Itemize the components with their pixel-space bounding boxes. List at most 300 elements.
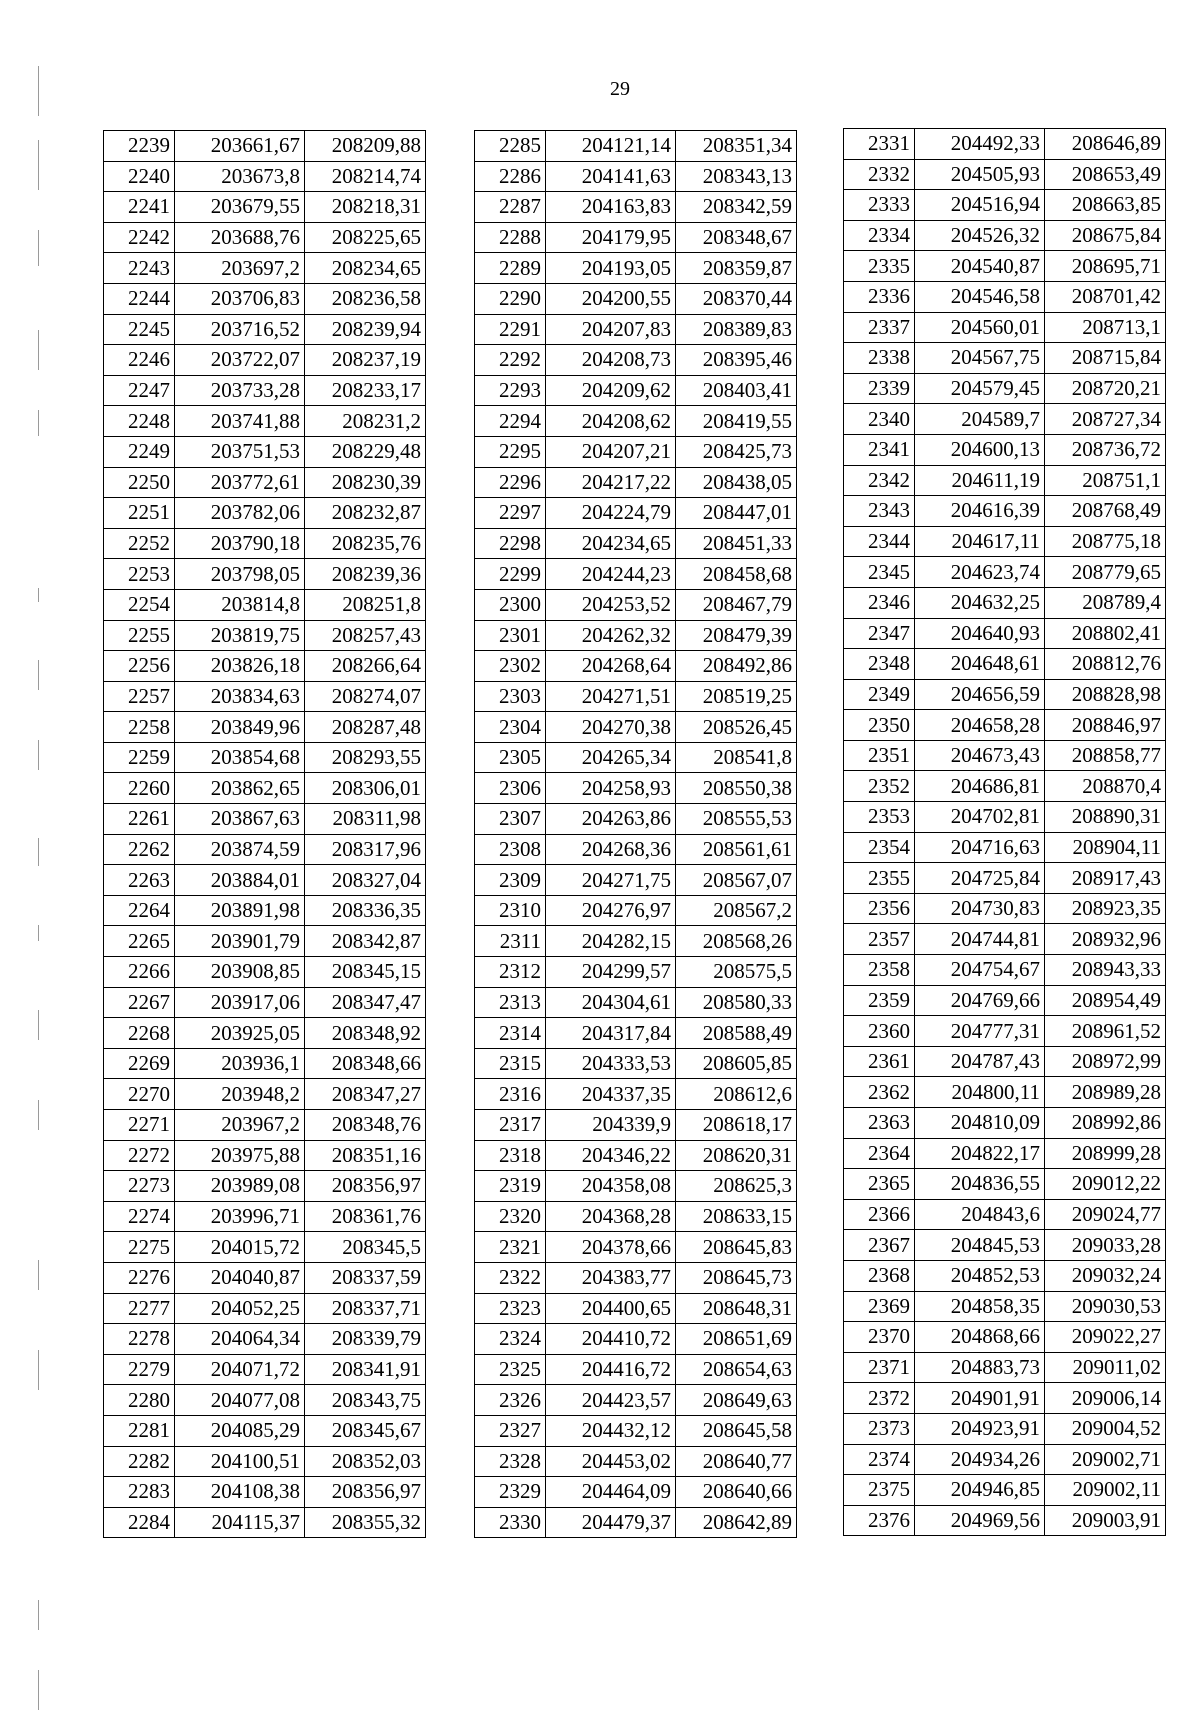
x-coordinate-cell: 204423,57 [546,1385,676,1416]
y-coordinate-cell: 208458,68 [676,559,797,590]
point-number-cell: 2251 [104,498,175,529]
table-row [844,1260,1166,1291]
x-coordinate-cell: 204052,25 [175,1293,305,1324]
x-coordinate-cell: 204858,35 [915,1291,1045,1322]
point-number-cell: 2267 [104,987,175,1018]
point-number-cell: 2362 [844,1077,915,1108]
point-number-cell: 2241 [104,192,175,223]
point-number-cell: 2244 [104,283,175,314]
y-coordinate-cell: 208257,43 [305,620,426,651]
x-coordinate-cell: 204015,72 [175,1232,305,1263]
table-row [104,804,426,835]
point-number-cell: 2300 [475,589,546,620]
table-row [475,1446,797,1477]
point-number-cell: 2292 [475,345,546,376]
point-number-cell: 2315 [475,1048,546,1079]
y-coordinate-cell: 208395,46 [676,345,797,376]
x-coordinate-cell: 203936,1 [175,1048,305,1079]
point-number-cell: 2360 [844,1016,915,1047]
x-coordinate-cell: 204276,97 [546,895,676,926]
table-row [104,1477,426,1508]
y-coordinate-cell: 208327,04 [305,865,426,896]
y-coordinate-cell: 208311,98 [305,804,426,835]
table-row [475,620,797,651]
binding-margin-mark [38,1010,39,1040]
table-row [104,773,426,804]
y-coordinate-cell: 208403,41 [676,375,797,406]
table-row [104,314,426,345]
y-coordinate-cell: 208989,28 [1045,1077,1166,1108]
point-number-cell: 2249 [104,436,175,467]
y-coordinate-cell: 208653,49 [1045,159,1166,190]
binding-margin-mark [38,66,39,116]
x-coordinate-cell: 203901,79 [175,926,305,957]
x-coordinate-cell: 204702,81 [915,802,1045,833]
y-coordinate-cell: 208932,96 [1045,924,1166,955]
table-row [844,1016,1166,1047]
table-row [104,1262,426,1293]
table-row [104,436,426,467]
point-number-cell: 2285 [475,131,546,162]
point-number-cell: 2283 [104,1477,175,1508]
y-coordinate-cell: 208356,97 [305,1477,426,1508]
x-coordinate-cell: 204656,59 [915,679,1045,710]
table-row [844,1383,1166,1414]
point-number-cell: 2261 [104,804,175,835]
y-coordinate-cell: 208961,52 [1045,1016,1166,1047]
table-row [104,528,426,559]
point-number-cell: 2333 [844,190,915,221]
point-number-cell: 2353 [844,802,915,833]
x-coordinate-cell: 204725,84 [915,863,1045,894]
y-coordinate-cell: 208999,28 [1045,1138,1166,1169]
point-number-cell: 2320 [475,1201,546,1232]
point-number-cell: 2254 [104,589,175,620]
table-row [475,1232,797,1263]
point-number-cell: 2263 [104,865,175,896]
table-row [844,1108,1166,1139]
point-number-cell: 2332 [844,159,915,190]
table-row [844,281,1166,312]
y-coordinate-cell: 208348,67 [676,222,797,253]
y-coordinate-cell: 209002,11 [1045,1475,1166,1506]
point-number-cell: 2250 [104,467,175,498]
table-row [844,679,1166,710]
x-coordinate-cell: 203741,88 [175,406,305,437]
point-number-cell: 2295 [475,436,546,467]
point-number-cell: 2314 [475,1018,546,1049]
point-number-cell: 2368 [844,1260,915,1291]
x-coordinate-cell: 203989,08 [175,1171,305,1202]
y-coordinate-cell: 208225,65 [305,222,426,253]
table-row [475,589,797,620]
binding-margin-mark [38,140,39,190]
table-row [475,1293,797,1324]
point-number-cell: 2346 [844,587,915,618]
table-row [475,131,797,162]
point-number-cell: 2271 [104,1110,175,1141]
y-coordinate-cell: 208802,41 [1045,618,1166,649]
point-number-cell: 2313 [475,987,546,1018]
x-coordinate-cell: 204268,36 [546,834,676,865]
x-coordinate-cell: 204271,51 [546,681,676,712]
x-coordinate-cell: 204744,81 [915,924,1045,955]
y-coordinate-cell: 208588,49 [676,1018,797,1049]
point-number-cell: 2319 [475,1171,546,1202]
point-number-cell: 2296 [475,467,546,498]
point-number-cell: 2247 [104,375,175,406]
y-coordinate-cell: 208561,61 [676,834,797,865]
point-number-cell: 2323 [475,1293,546,1324]
x-coordinate-cell: 204640,93 [915,618,1045,649]
y-coordinate-cell: 208342,59 [676,192,797,223]
x-coordinate-cell: 203673,8 [175,161,305,192]
table-row [844,190,1166,221]
binding-margin-mark [38,925,39,941]
binding-margin-mark [38,1350,39,1390]
point-number-cell: 2290 [475,283,546,314]
table-row [104,1232,426,1263]
point-number-cell: 2334 [844,220,915,251]
table-row [104,253,426,284]
table-row [475,1477,797,1508]
binding-margin-mark [38,588,39,602]
table-row [475,651,797,682]
point-number-cell: 2376 [844,1505,915,1536]
y-coordinate-cell: 208904,11 [1045,832,1166,863]
point-number-cell: 2340 [844,404,915,435]
y-coordinate-cell: 208317,96 [305,834,426,865]
x-coordinate-cell: 204383,77 [546,1262,676,1293]
x-coordinate-cell: 203790,18 [175,528,305,559]
point-number-cell: 2373 [844,1413,915,1444]
x-coordinate-cell: 203661,67 [175,131,305,162]
table-row [844,618,1166,649]
table-row [844,220,1166,251]
binding-margin-mark [38,410,39,436]
y-coordinate-cell: 208438,05 [676,467,797,498]
x-coordinate-cell: 204163,83 [546,192,676,223]
table-row [844,312,1166,343]
y-coordinate-cell: 208858,77 [1045,740,1166,771]
x-coordinate-cell: 203819,75 [175,620,305,651]
x-coordinate-cell: 203975,88 [175,1140,305,1171]
y-coordinate-cell: 208812,76 [1045,649,1166,680]
y-coordinate-cell: 208828,98 [1045,679,1166,710]
x-coordinate-cell: 204108,38 [175,1477,305,1508]
table-row [104,559,426,590]
point-number-cell: 2366 [844,1199,915,1230]
y-coordinate-cell: 208345,67 [305,1415,426,1446]
table-row [475,834,797,865]
table-row [475,1201,797,1232]
y-coordinate-cell: 208355,32 [305,1507,426,1538]
point-number-cell: 2303 [475,681,546,712]
x-coordinate-cell: 203849,96 [175,712,305,743]
y-coordinate-cell: 208713,1 [1045,312,1166,343]
table-body [475,131,797,1538]
point-number-cell: 2255 [104,620,175,651]
point-number-cell: 2356 [844,893,915,924]
point-number-cell: 2357 [844,924,915,955]
y-coordinate-cell: 209024,77 [1045,1199,1166,1230]
point-number-cell: 2253 [104,559,175,590]
point-number-cell: 2337 [844,312,915,343]
y-coordinate-cell: 208274,07 [305,681,426,712]
y-coordinate-cell: 208645,73 [676,1262,797,1293]
table-row [104,1171,426,1202]
point-number-cell: 2297 [475,498,546,529]
table-row [475,222,797,253]
x-coordinate-cell: 204969,56 [915,1505,1045,1536]
table-row [844,1444,1166,1475]
y-coordinate-cell: 209030,53 [1045,1291,1166,1322]
point-number-cell: 2321 [475,1232,546,1263]
y-coordinate-cell: 208451,33 [676,528,797,559]
x-coordinate-cell: 204686,81 [915,771,1045,802]
x-coordinate-cell: 204540,87 [915,251,1045,282]
point-number-cell: 2341 [844,434,915,465]
y-coordinate-cell: 208567,2 [676,895,797,926]
y-coordinate-cell: 208618,17 [676,1110,797,1141]
table-row [475,1507,797,1538]
x-coordinate-cell: 204378,66 [546,1232,676,1263]
y-coordinate-cell: 209022,27 [1045,1322,1166,1353]
y-coordinate-cell: 209002,71 [1045,1444,1166,1475]
table-row [844,159,1166,190]
x-coordinate-cell: 204464,09 [546,1477,676,1508]
point-number-cell: 2248 [104,406,175,437]
x-coordinate-cell: 204193,05 [546,253,676,284]
y-coordinate-cell: 208654,63 [676,1354,797,1385]
table-body [104,131,426,1538]
point-number-cell: 2260 [104,773,175,804]
point-number-cell: 2325 [475,1354,546,1385]
y-coordinate-cell: 208751,1 [1045,465,1166,496]
x-coordinate-cell: 204617,11 [915,526,1045,557]
x-coordinate-cell: 204209,62 [546,375,676,406]
y-coordinate-cell: 208775,18 [1045,526,1166,557]
table-row [104,926,426,957]
point-number-cell: 2258 [104,712,175,743]
point-number-cell: 2350 [844,710,915,741]
y-coordinate-cell: 208361,76 [305,1201,426,1232]
coordinates-table-1 [103,130,426,1538]
y-coordinate-cell: 208642,89 [676,1507,797,1538]
y-coordinate-cell: 208580,33 [676,987,797,1018]
y-coordinate-cell: 208237,19 [305,345,426,376]
x-coordinate-cell: 204299,57 [546,957,676,988]
y-coordinate-cell: 208251,8 [305,589,426,620]
point-number-cell: 2286 [475,161,546,192]
table-row [104,987,426,1018]
x-coordinate-cell: 204600,13 [915,434,1045,465]
x-coordinate-cell: 204769,66 [915,985,1045,1016]
table-row [475,773,797,804]
point-number-cell: 2311 [475,926,546,957]
point-number-cell: 2243 [104,253,175,284]
point-number-cell: 2307 [475,804,546,835]
table-row [104,865,426,896]
table-row [844,955,1166,986]
table-row [104,1507,426,1538]
x-coordinate-cell: 204071,72 [175,1354,305,1385]
x-coordinate-cell: 203948,2 [175,1079,305,1110]
y-coordinate-cell: 208779,65 [1045,557,1166,588]
y-coordinate-cell: 208419,55 [676,406,797,437]
point-number-cell: 2329 [475,1477,546,1508]
table-row [844,1413,1166,1444]
point-number-cell: 2363 [844,1108,915,1139]
table-row [844,1046,1166,1077]
y-coordinate-cell: 208568,26 [676,926,797,957]
y-coordinate-cell: 209011,02 [1045,1352,1166,1383]
y-coordinate-cell: 208389,83 [676,314,797,345]
point-number-cell: 2345 [844,557,915,588]
y-coordinate-cell: 208727,34 [1045,404,1166,435]
y-coordinate-cell: 208293,55 [305,742,426,773]
table-row [475,192,797,223]
x-coordinate-cell: 204589,7 [915,404,1045,435]
point-number-cell: 2312 [475,957,546,988]
x-coordinate-cell: 204526,32 [915,220,1045,251]
table-row [844,496,1166,527]
y-coordinate-cell: 209003,91 [1045,1505,1166,1536]
y-coordinate-cell: 208239,36 [305,559,426,590]
table-row [844,924,1166,955]
y-coordinate-cell: 208209,88 [305,131,426,162]
y-coordinate-cell: 208345,5 [305,1232,426,1263]
x-coordinate-cell: 203996,71 [175,1201,305,1232]
binding-margin-mark [38,1670,39,1710]
y-coordinate-cell: 208649,63 [676,1385,797,1416]
y-coordinate-cell: 208651,69 [676,1324,797,1355]
y-coordinate-cell: 208646,89 [1045,129,1166,160]
x-coordinate-cell: 203891,98 [175,895,305,926]
table-row [104,895,426,926]
x-coordinate-cell: 204282,15 [546,926,676,957]
binding-margin-mark [38,1260,39,1290]
table-row [844,251,1166,282]
x-coordinate-cell: 204265,34 [546,742,676,773]
table-row [475,375,797,406]
table-row [475,1048,797,1079]
point-number-cell: 2245 [104,314,175,345]
x-coordinate-cell: 203884,01 [175,865,305,896]
point-number-cell: 2370 [844,1322,915,1353]
y-coordinate-cell: 208347,47 [305,987,426,1018]
table-row [844,1475,1166,1506]
point-number-cell: 2262 [104,834,175,865]
x-coordinate-cell: 204304,61 [546,987,676,1018]
x-coordinate-cell: 204560,01 [915,312,1045,343]
table-row [475,865,797,896]
y-coordinate-cell: 208370,44 [676,283,797,314]
x-coordinate-cell: 204208,73 [546,345,676,376]
x-coordinate-cell: 204077,08 [175,1385,305,1416]
x-coordinate-cell: 204400,65 [546,1293,676,1324]
x-coordinate-cell: 204730,83 [915,893,1045,924]
point-number-cell: 2342 [844,465,915,496]
point-number-cell: 2364 [844,1138,915,1169]
x-coordinate-cell: 204121,14 [546,131,676,162]
table-row [475,436,797,467]
table-row [475,1171,797,1202]
point-number-cell: 2355 [844,863,915,894]
point-number-cell: 2272 [104,1140,175,1171]
point-number-cell: 2352 [844,771,915,802]
point-number-cell: 2282 [104,1446,175,1477]
y-coordinate-cell: 208943,33 [1045,955,1166,986]
x-coordinate-cell: 204200,55 [546,283,676,314]
x-coordinate-cell: 204100,51 [175,1446,305,1477]
x-coordinate-cell: 204258,93 [546,773,676,804]
point-number-cell: 2347 [844,618,915,649]
point-number-cell: 2359 [844,985,915,1016]
table-row [844,465,1166,496]
point-number-cell: 2361 [844,1046,915,1077]
table-row [844,710,1166,741]
y-coordinate-cell: 208567,07 [676,865,797,896]
table-row [844,1230,1166,1261]
x-coordinate-cell: 204410,72 [546,1324,676,1355]
x-coordinate-cell: 203908,85 [175,957,305,988]
point-number-cell: 2264 [104,895,175,926]
table-row [844,893,1166,924]
y-coordinate-cell: 208645,58 [676,1415,797,1446]
x-coordinate-cell: 203798,05 [175,559,305,590]
point-number-cell: 2259 [104,742,175,773]
binding-margin-mark [38,838,39,866]
table-row [475,742,797,773]
y-coordinate-cell: 208337,71 [305,1293,426,1324]
x-coordinate-cell: 204224,79 [546,498,676,529]
x-coordinate-cell: 204244,23 [546,559,676,590]
y-coordinate-cell: 208972,99 [1045,1046,1166,1077]
table-row [104,1293,426,1324]
point-number-cell: 2335 [844,251,915,282]
x-coordinate-cell: 204416,72 [546,1354,676,1385]
table-row [475,1262,797,1293]
point-number-cell: 2349 [844,679,915,710]
point-number-cell: 2275 [104,1232,175,1263]
x-coordinate-cell: 203697,2 [175,253,305,284]
y-coordinate-cell: 208348,92 [305,1018,426,1049]
y-coordinate-cell: 208351,16 [305,1140,426,1171]
y-coordinate-cell: 209004,52 [1045,1413,1166,1444]
x-coordinate-cell: 204115,37 [175,1507,305,1538]
y-coordinate-cell: 208351,34 [676,131,797,162]
point-number-cell: 2327 [475,1415,546,1446]
table-row [475,926,797,957]
x-coordinate-cell: 203917,06 [175,987,305,1018]
point-number-cell: 2273 [104,1171,175,1202]
point-number-cell: 2372 [844,1383,915,1414]
table-row [844,526,1166,557]
point-number-cell: 2299 [475,559,546,590]
point-number-cell: 2288 [475,222,546,253]
x-coordinate-cell: 203867,63 [175,804,305,835]
table-row [844,343,1166,374]
y-coordinate-cell: 209012,22 [1045,1169,1166,1200]
x-coordinate-cell: 204217,22 [546,467,676,498]
x-coordinate-cell: 204253,52 [546,589,676,620]
y-coordinate-cell: 208336,35 [305,895,426,926]
point-number-cell: 2369 [844,1291,915,1322]
y-coordinate-cell: 208640,77 [676,1446,797,1477]
table-row [104,375,426,406]
table-row [475,804,797,835]
